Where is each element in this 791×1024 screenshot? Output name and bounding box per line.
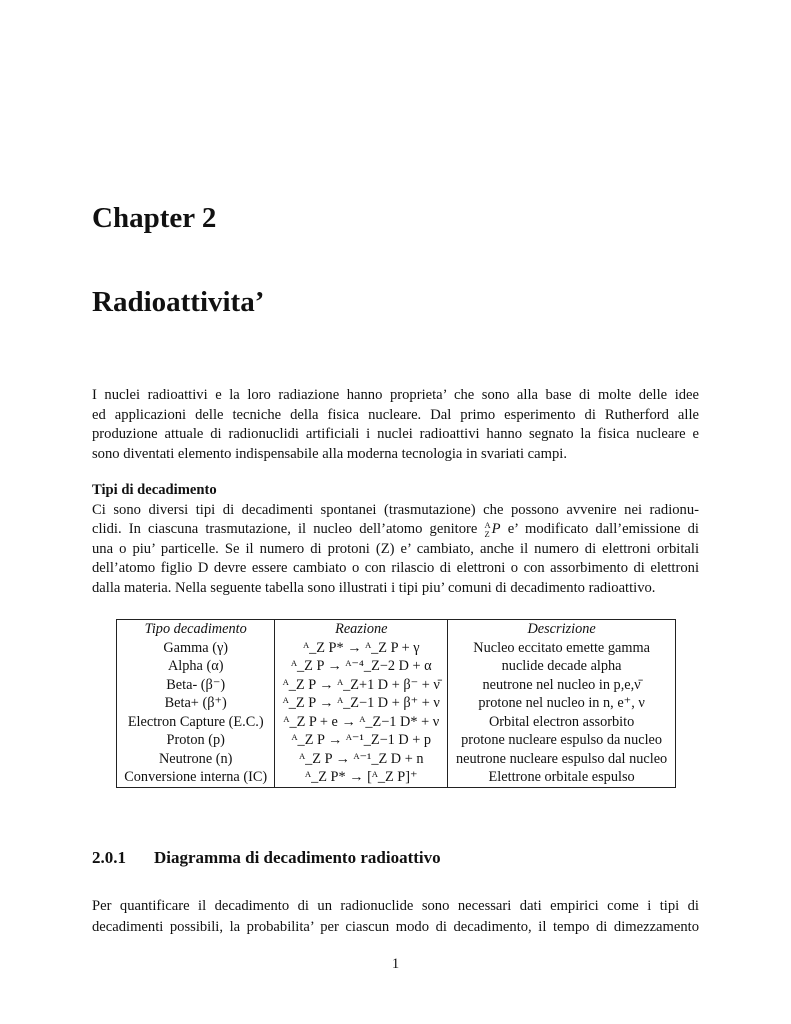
- cell-tipo: Electron Capture (E.C.): [117, 713, 275, 732]
- parent-symbol: P: [491, 521, 501, 537]
- chapter-label: Chapter 2: [92, 202, 217, 234]
- cell-descrizione: Elettrone orbitale espulso: [448, 768, 676, 787]
- column-header-descrizione: Descrizione: [448, 620, 676, 639]
- cell-reazione: ᴬ_Z P → ᴬ_Z+1 D + β⁻ + ν̄: [275, 676, 448, 695]
- cell-tipo: Alpha (α): [117, 657, 275, 676]
- tipi-line: dalla materia. Nella seguente tabella sono illustrati i tipi piu’ comuni di decadimento radioattivo.: [92, 579, 656, 596]
- cell-tipo: Gamma (γ): [117, 639, 275, 658]
- cell-reazione: ᴬ_Z P* → [ᴬ_Z P]⁺: [275, 768, 448, 787]
- table-row: [117, 768, 676, 787]
- cell-reazione: ᴬ_Z P → ᴬ⁻¹_Z−1 D + p: [275, 731, 448, 750]
- cell-tipo: Proton (p): [117, 731, 275, 750]
- column-header-reazione: Reazione: [275, 620, 448, 639]
- table-row: [117, 639, 676, 658]
- intro-line: sono diventati elemento indispensabile alla moderna tecnologia in svariati campi.: [92, 445, 567, 462]
- intro-line: ed applicazioni delle tecniche della fisica nucleare. Dal primo esperimento di Rutherford alle: [92, 406, 699, 423]
- intro-line: produzione attuale di radionuclidi artificiali i nuclei radioattivi hanno segnato la fisica nucleare e: [92, 426, 699, 442]
- table-row: [117, 731, 676, 750]
- cell-reazione: ᴬ_Z P + e → ᴬ_Z−1 D* + ν: [275, 713, 448, 732]
- table-row: [117, 750, 676, 769]
- cell-descrizione: protone nel nucleo in n, e⁺, ν: [448, 694, 676, 713]
- chapter-title: Radioattivita’: [92, 286, 265, 318]
- table-row: [117, 657, 676, 676]
- decay-types-table: [116, 619, 676, 788]
- cell-tipo: Neutrone (n): [117, 750, 275, 769]
- cell-descrizione: neutrone nucleare espulso dal nucleo: [448, 750, 676, 769]
- tipi-paragraph: [92, 481, 699, 598]
- tipi-line: dell’atomo figlio D devre essere cambiato o con rilascio di elettroni o con assorbimento di elettroni: [92, 560, 699, 576]
- cell-descrizione: nuclide decade alpha: [448, 657, 676, 676]
- page-number: 1: [391, 956, 400, 972]
- cell-descrizione: Nucleo eccitato emette gamma: [448, 639, 676, 658]
- column-header-tipo: Tipo decadimento: [117, 620, 275, 639]
- cell-tipo: Beta- (β⁻): [117, 676, 275, 695]
- cell-reazione: ᴬ_Z P → ᴬ⁻¹_Z D + n: [275, 750, 448, 769]
- tipi-heading: Tipi di decadimento: [92, 482, 217, 498]
- cell-tipo: Beta+ (β⁺): [117, 694, 275, 713]
- atomic-number: Z: [484, 528, 490, 539]
- cell-reazione: ᴬ_Z P* → ᴬ_Z P + γ: [275, 639, 448, 658]
- empirici-paragraph: [92, 896, 699, 938]
- tipi-line: una o piu’ particelle. Se il numero di protoni (Z) e’ cambiato, anche il numero di elettroni orbitali: [92, 540, 699, 557]
- intro-line: I nuclei radioattivi e la loro radiazione hanno proprieta’ che sono alla base di molte delle idee: [92, 387, 699, 403]
- section-number: 2.0.1: [92, 848, 126, 867]
- section-heading: [92, 848, 441, 868]
- tipi-line-text: clidi. In ciascuna trasmutazione, il nucleo dell’atomo genitore: [92, 521, 478, 537]
- cell-tipo: Conversione interna (IC): [117, 768, 275, 787]
- mass-number: A: [484, 520, 491, 531]
- tipi-line-text: e’ modificato dall’emissione di: [507, 521, 699, 537]
- table-row: [117, 676, 676, 695]
- section-title: Diagramma di decadimento radioattivo: [154, 848, 441, 867]
- cell-reazione: ᴬ_Z P → ᴬ_Z−1 D + β⁺ + ν: [275, 694, 448, 713]
- intro-paragraph: [92, 386, 699, 464]
- cell-descrizione: neutrone nel nucleo in p,e,ν̄: [448, 676, 676, 695]
- table-row: [117, 694, 676, 713]
- empirici-line: Per quantificare il decadimento di un radionuclide sono necessari dati empirici come i tipi di: [92, 898, 699, 914]
- tipi-line: Ci sono diversi tipi di decadimenti spontanei (trasmutazione) che possono avvenire nei radionu-: [92, 501, 699, 518]
- cell-descrizione: Orbital electron assorbito: [448, 713, 676, 732]
- table-header-row: [117, 620, 676, 639]
- isotope-indices: [485, 521, 491, 538]
- table-row: [117, 713, 676, 732]
- cell-reazione: ᴬ_Z P → ᴬ⁻⁴_Z−2 D + α: [275, 657, 448, 676]
- cell-descrizione: protone nucleare espulso da nucleo: [448, 731, 676, 750]
- tipi-line: [92, 520, 699, 540]
- empirici-line: decadimenti possibili, la probabilita’ per ciascun modo di decadimento, il tempo di dimezzamento: [92, 919, 699, 935]
